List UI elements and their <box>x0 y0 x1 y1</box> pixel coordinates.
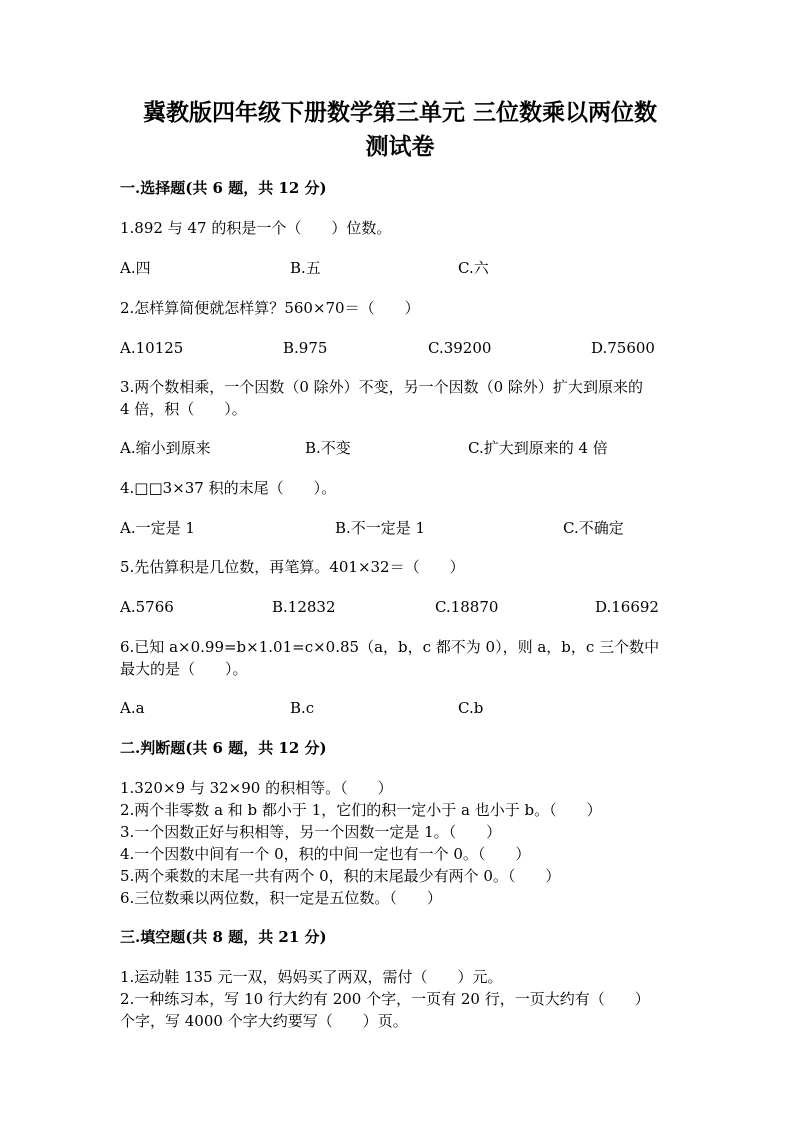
option-b: B.五 <box>290 259 321 277</box>
question-text: 4.□□3×37 积的末尾（ ）。 <box>120 479 337 497</box>
option-a: A.四 <box>120 259 151 277</box>
judge-item: 3.一个因数正好与积相等，另一个因数一定是 1。（ ） <box>120 823 502 841</box>
judge-item: 2.两个非零数 a 和 b 都小于 1，它们的积一定小于 a 也小于 b。（ ） <box>120 801 602 819</box>
question-text: 6.已知 a×0.99=b×1.01=c×0.85（a，b，c 都不为 0），则 a，b，c 三个数中 <box>120 638 660 656</box>
question-text-cont: 最大的是（ ）。 <box>120 660 248 678</box>
option-b: B.c <box>290 699 315 717</box>
option-a: A.缩小到原来 <box>120 439 211 457</box>
option-b: B.975 <box>283 339 328 357</box>
option-a: A.10125 <box>120 339 184 357</box>
option-b: B.12832 <box>272 598 336 616</box>
option-a: A.5766 <box>120 598 174 616</box>
question-text-cont: 4 倍，积（ ）。 <box>120 400 247 418</box>
option-c: C.六 <box>458 259 489 277</box>
option-a: A.a <box>120 699 145 717</box>
option-d: D.16692 <box>595 598 659 616</box>
option-a: A.一定是 1 <box>120 519 195 537</box>
question-text: 1.892 与 47 的积是一个（ ）位数。 <box>120 219 392 237</box>
option-b: B.不一定是 1 <box>335 519 426 537</box>
fill-item: 2.一种练习本，写 10 行大约有 200 个字，一页有 20 行，一页大约有（ ） <box>120 990 650 1008</box>
fill-item: 1.运动鞋 135 元一双，妈妈买了两双，需付（ ）元。 <box>120 968 503 986</box>
option-c: C.18870 <box>435 598 499 616</box>
fill-item-cont: 个字，写 4000 个字大约要写（ ）页。 <box>120 1012 408 1030</box>
judge-item: 1.320×9 与 32×90 的积相等。（ ） <box>120 779 393 797</box>
page-title-line2: 测试卷 <box>365 133 435 160</box>
question-text: 5.先估算积是几位数，再笔算。401×32＝（ ） <box>120 558 465 576</box>
option-b: B.不变 <box>305 439 351 457</box>
question-text: 3.两个数相乘，一个因数（0 除外）不变，另一个因数（0 除外）扩大到原来的 <box>120 378 643 396</box>
question-text: 2.怎样算简便就怎样算？560×70＝（ ） <box>120 299 420 317</box>
page-title: 冀教版四年级下册数学第三单元 三位数乘以两位数 <box>142 99 657 126</box>
judge-item: 4.一个因数中间有一个 0，积的中间一定也有一个 0。（ ） <box>120 845 531 863</box>
section-heading-choice: 一.选择题(共 6 题，共 12 分) <box>120 179 327 197</box>
judge-item: 6.三位数乘以两位数，积一定是五位数。（ ） <box>120 889 442 907</box>
option-c: C.39200 <box>428 339 492 357</box>
section-heading-judge: 二.判断题(共 6 题，共 12 分) <box>120 739 327 757</box>
option-c: C.b <box>458 699 484 717</box>
option-d: D.75600 <box>591 339 655 357</box>
judge-item: 5.两个乘数的末尾一共有两个 0，积的末尾最少有两个 0。（ ） <box>120 867 561 885</box>
option-c: C.不确定 <box>563 519 624 537</box>
option-c: C.扩大到原来的 4 倍 <box>468 439 608 457</box>
section-heading-fill: 三.填空题(共 8 题，共 21 分) <box>120 928 327 946</box>
